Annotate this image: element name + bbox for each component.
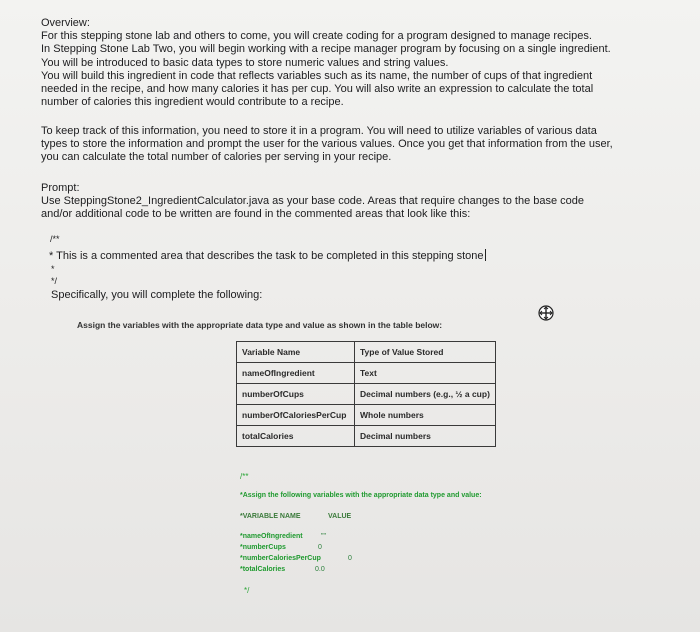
cell-type: Text: [355, 363, 496, 384]
track-line: you can calculate the total number of calories per serving in your recipe.: [41, 151, 392, 164]
header-variable-name: Variable Name: [237, 342, 355, 363]
comment-text: * This is a commented area that describes the task to be completed in this stepping stone: [49, 250, 484, 262]
code-open: /**: [240, 472, 249, 481]
cell-variable: totalCalories: [237, 426, 355, 447]
code-assign-line: *Assign the following variables with the appropriate data type and value:: [240, 492, 482, 499]
track-line: To keep track of this information, you need to store it in a program. You will need to utilize variables of various data: [41, 125, 597, 137]
cell-type: Decimal numbers (e.g., ½ a cup): [355, 384, 496, 405]
prompt-heading: Prompt:: [41, 182, 80, 194]
overview-line: You will be introduced to basic data types to store numeric values and string values.: [41, 56, 449, 69]
overview-heading: Overview:: [41, 17, 90, 29]
overview-line: number of calories this ingredient would contribute to a recipe.: [41, 96, 344, 109]
code-var-value: "": [321, 533, 326, 540]
code-var-value: 0: [348, 555, 352, 562]
overview-line: You will build this ingredient in code that reflects variables such as its name, the number of cups of that ingredient: [41, 69, 593, 82]
overview-section: [41, 17, 641, 109]
prompt-section: [41, 182, 641, 222]
table-row: [237, 405, 496, 426]
overview-line: In Stepping Stone Lab Two, you will begin working with a recipe manager program by focusing on a single ingredient.: [41, 43, 611, 56]
comment-open: /**: [50, 234, 60, 244]
code-var-name: *numberCups: [240, 544, 286, 551]
table-header-row: [237, 342, 496, 363]
prompt-line: Use SteppingStone2_IngredientCalculator.java as your base code. Areas that require changes to the base code: [41, 195, 585, 208]
table-row: [237, 426, 496, 447]
cell-variable: nameOfIngredient: [237, 363, 355, 384]
code-var-value: 0.0: [315, 566, 325, 573]
specifically-text: Specifically, you will complete the following:: [51, 289, 263, 301]
table-row: [237, 384, 496, 405]
code-var-value: 0: [318, 544, 322, 551]
cell-type: Decimal numbers: [355, 426, 496, 447]
code-close: */: [244, 586, 250, 595]
track-section: [41, 125, 641, 165]
header-type-of-value: Type of Value Stored: [355, 342, 496, 363]
cell-type: Whole numbers: [355, 405, 496, 426]
variables-table: [236, 341, 496, 447]
code-header-value: VALUE: [328, 513, 352, 520]
prompt-line: and/or additional code to be written are found in the commented areas that look like this:: [41, 208, 471, 221]
code-var-name: *numberCaloriesPerCup: [240, 555, 321, 562]
cell-variable: numberOfCaloriesPerCup: [237, 405, 355, 426]
comment-text-line[interactable]: [49, 249, 486, 262]
comment-star: *: [51, 264, 55, 274]
move-cursor-icon: [537, 304, 555, 322]
overview-line: For this stepping stone lab and others to come, you will create coding for a program designed to manage recipes.: [41, 30, 592, 43]
track-line: types to store the information and prompt the user for the various values. Once you get that information from the user,: [41, 138, 613, 151]
comment-close: */: [51, 276, 58, 286]
text-cursor: [485, 249, 486, 261]
cell-variable: numberOfCups: [237, 384, 355, 405]
table-row: [237, 363, 496, 384]
assign-instruction: Assign the variables with the appropriate data type and value as shown in the table below:: [77, 320, 443, 330]
overview-line: needed in the recipe, and how many calories it has per cup. You will also write an expression to calculate the total: [41, 83, 594, 96]
code-var-name: *totalCalories: [240, 566, 286, 573]
code-var-name: *nameOfIngredient: [240, 533, 303, 540]
code-header-name: *VARIABLE NAME: [240, 513, 301, 520]
